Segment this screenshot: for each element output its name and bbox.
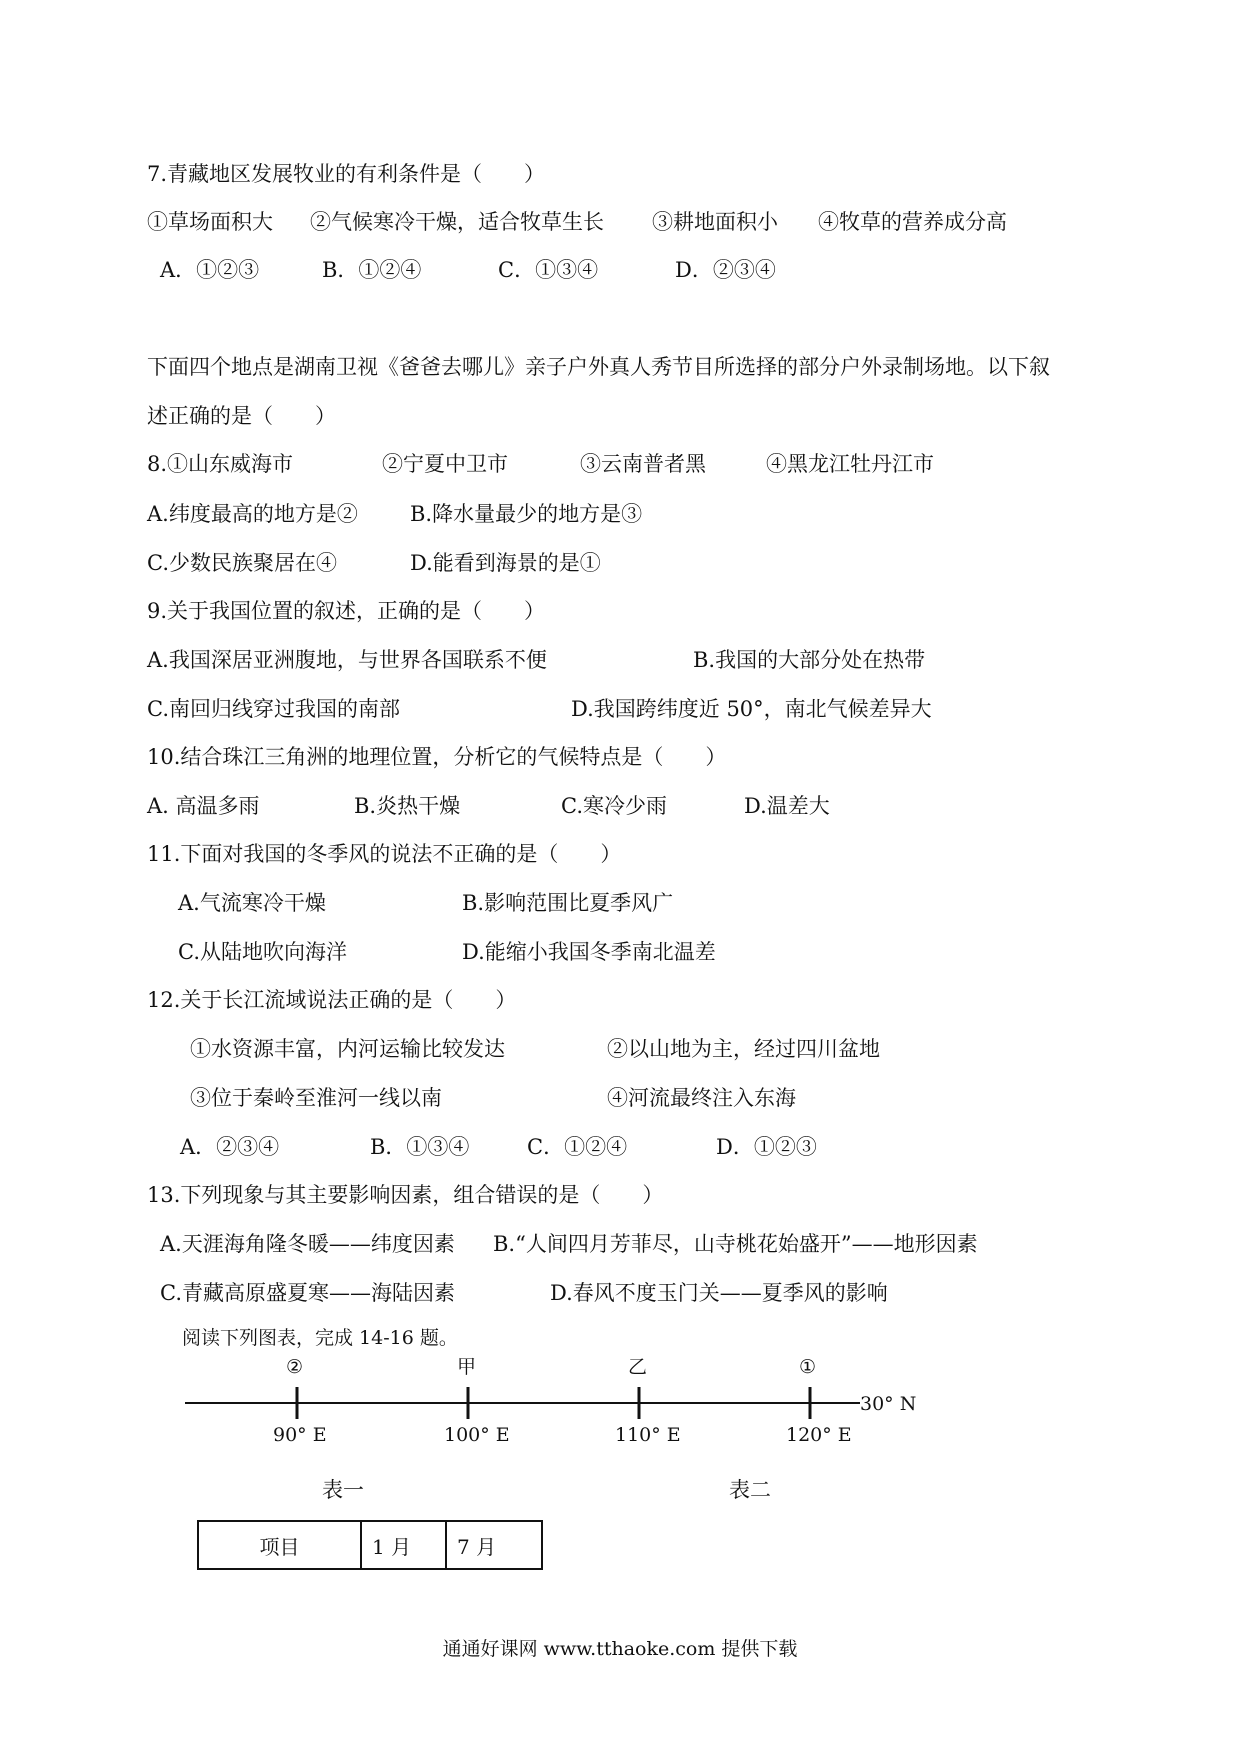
q8-option-c: C.少数民族聚居在④ <box>147 551 337 575</box>
q8-option-b: B.降水量最少的地方是③ <box>410 502 643 526</box>
q8-option-a: A.纬度最高的地方是② <box>147 502 358 526</box>
q13-option-d: D.春风不度玉门关——夏季风的影响 <box>550 1281 888 1305</box>
q13-stem: 13.下列现象与其主要影响因素，组合错误的是（ ） <box>147 1183 664 1207</box>
q10-option-b: B.炎热干燥 <box>354 794 461 818</box>
q12-option-c: C．①②④ <box>527 1135 628 1159</box>
table-row <box>198 1521 542 1569</box>
q9-stem: 9.关于我国位置的叙述，正确的是（ ） <box>147 599 546 623</box>
point-marker: 甲 <box>457 1356 477 1378</box>
q9-option-b: B.我国的大部分处在热带 <box>693 648 926 672</box>
reading-prompt: 阅读下列图表，完成 14-16 题。 <box>182 1327 458 1349</box>
q13-option-b: B.“人间四月芳菲尽，山寺桃花始盛开”——地形因素 <box>493 1232 978 1256</box>
q12-item-2: ②以山地为主，经过四川盆地 <box>607 1037 880 1061</box>
table-header-jul: 7 月 <box>446 1521 542 1569</box>
q7-item-3: ③耕地面积小 <box>652 210 778 234</box>
q9-option-d: D.我国跨纬度近 50°，南北气候差异大 <box>571 697 932 721</box>
table-two-title: 表二 <box>729 1478 771 1502</box>
point-marker: 乙 <box>628 1356 648 1378</box>
longitude-label: 90° E <box>273 1424 327 1446</box>
q10-option-a: A. 高温多雨 <box>147 794 260 818</box>
q7-item-4: ④牧草的营养成分高 <box>818 210 1007 234</box>
q12-item-4: ④河流最终注入东海 <box>607 1086 796 1110</box>
q11-option-d: D.能缩小我国冬季南北温差 <box>462 940 716 964</box>
q10-stem: 10.结合珠江三角洲的地理位置，分析它的气候特点是（ ） <box>147 745 727 769</box>
q12-item-1: ①水资源丰富，内河运输比较发达 <box>190 1037 505 1061</box>
q11-option-a: A.气流寒冷干燥 <box>178 891 326 915</box>
q8-option-d: D.能看到海景的是① <box>410 551 601 575</box>
q8-intro-line-1: 下面四个地点是湖南卫视《爸爸去哪儿》亲子户外真人秀节目所选择的部分户外录制场地。以下叙 <box>147 355 1050 379</box>
longitude-label: 120° E <box>786 1424 852 1446</box>
longitude-label: 110° E <box>615 1424 681 1446</box>
q11-stem: 11.下面对我国的冬季风的说法不正确的是（ ） <box>147 842 622 866</box>
longitude-label: 100° E <box>444 1424 510 1446</box>
q7-stem: 7.青藏地区发展牧业的有利条件是（ ） <box>147 162 546 186</box>
q11-option-b: B.影响范围比夏季风广 <box>462 891 674 915</box>
q12-option-a: A．②③④ <box>180 1135 280 1159</box>
q8-item-4: ④黑龙江牡丹江市 <box>766 452 934 476</box>
q7-option-b: B．①②④ <box>322 258 422 282</box>
q7-item-2: ②气候寒冷干燥，适合牧草生长 <box>310 210 604 234</box>
q9-option-c: C.南回归线穿过我国的南部 <box>147 697 400 721</box>
q13-option-c: C.青藏高原盛夏寒——海陆因素 <box>160 1281 455 1305</box>
q9-option-a: A.我国深居亚洲腹地，与世界各国联系不便 <box>147 648 547 672</box>
page-footer: 通通好课网 www.tthaoke.com 提供下载 <box>442 1638 798 1660</box>
table-one <box>197 1520 543 1570</box>
latitude-label: 30° N <box>860 1393 917 1415</box>
table-header-item: 项目 <box>198 1521 361 1569</box>
q7-option-c: C．①③④ <box>498 258 599 282</box>
q7-option-a: A．①②③ <box>160 258 260 282</box>
q12-item-3: ③位于秦岭至淮河一线以南 <box>190 1086 442 1110</box>
table-one-title: 表一 <box>322 1478 364 1502</box>
point-marker: ② <box>286 1356 304 1378</box>
q13-option-a: A.天涯海角隆冬暖——纬度因素 <box>160 1232 455 1256</box>
q8-item-2: ②宁夏中卫市 <box>382 452 508 476</box>
q12-option-d: D．①②③ <box>716 1135 817 1159</box>
q8-item-1: 8.①山东威海市 <box>147 452 294 476</box>
q7-option-d: D．②③④ <box>675 258 776 282</box>
q11-option-c: C.从陆地吹向海洋 <box>178 940 347 964</box>
q10-option-d: D.温差大 <box>744 794 830 818</box>
q8-item-3: ③云南普者黑 <box>580 452 706 476</box>
q7-item-1: ①草场面积大 <box>147 210 273 234</box>
q10-option-c: C.寒冷少雨 <box>561 794 667 818</box>
q8-intro-line-2: 述正确的是（ ） <box>147 404 336 428</box>
q12-option-b: B．①③④ <box>370 1135 470 1159</box>
q12-stem: 12.关于长江流域说法正确的是（ ） <box>147 988 517 1012</box>
table-header-jan: 1 月 <box>361 1521 446 1569</box>
point-marker: ① <box>799 1356 817 1378</box>
